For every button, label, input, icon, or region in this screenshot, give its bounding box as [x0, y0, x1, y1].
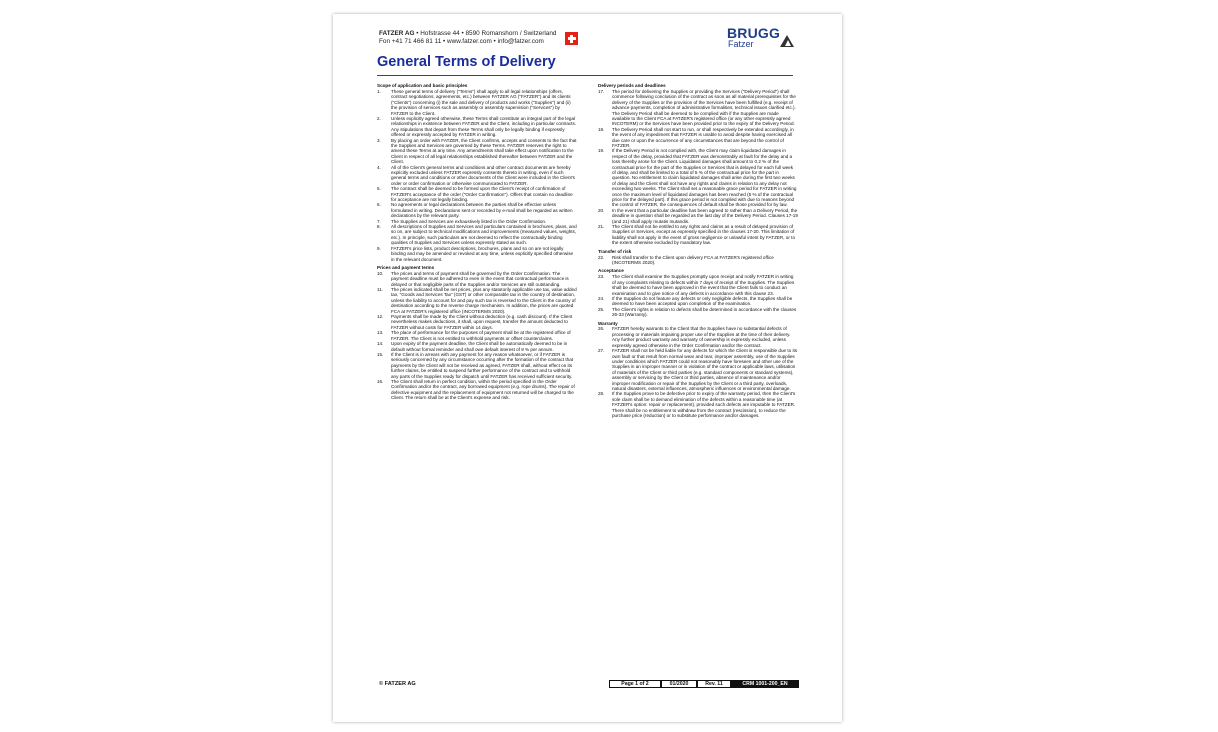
clause-item	[598, 326, 798, 348]
clause-number: 10.	[377, 270, 384, 276]
clause-number: 20.	[598, 207, 605, 213]
clause-number: 7.	[377, 218, 381, 224]
clause-number: 6.	[377, 202, 381, 208]
section-heading: Warranty	[598, 320, 618, 326]
clause-number: 9.	[377, 245, 381, 251]
clause-text: The contract shall be deemed to be formed upon the Client's receipt of confirmation of FATZER's acceptance of the order ("Order Confirmation"). Offers that contain no deadline for acceptance are not legally binding.	[391, 186, 573, 203]
clause-item	[377, 224, 577, 246]
clause-number: 12.	[377, 314, 384, 320]
clause-item	[377, 246, 577, 262]
clause-text: No agreements or legal declarations between the parties shall be effective unless formulated in writing. Declarations sent or recorded by e-mail shall be regarded as written declarations by the relevant party.	[391, 202, 573, 219]
clause-text: The Delivery Period shall not start to run, or shall respectively be extended accordingly, in the event of any impediment that FATZER is unable to avoid despite having exercised all due care or upon the occurrence of any circumstances that are beyond the control of FATZER.	[612, 126, 794, 148]
clause-text: The Client shall examine the Supplies promptly upon receipt and notify FATZER in writing of any complaints relating to defects within 7 days of receipt of the Supplies. The Supplies shall be deemed to have been approved in the event that the Client fails to conduct an examination and to give notice of any defects in accordance with this clause 23.	[612, 274, 795, 296]
clause-number: 28.	[598, 391, 605, 397]
left-column	[377, 80, 577, 401]
clause-number: 13.	[377, 330, 384, 336]
clause-number: 3.	[377, 137, 381, 143]
clause-item	[377, 287, 577, 314]
clause-text: FATZER's price lists, product descriptions, brochures, plans and so on are not legally binding and may be amended or revoked at any time, unless explicitly specified otherwise in the relevant document.	[391, 245, 574, 262]
clause-text: If the Supplies do not feature any defects or only negligible defects, the Supplies shall be deemed to have been accepted upon completion of the examination.	[612, 295, 793, 307]
clause-number: 24.	[598, 295, 605, 301]
clause-text: The prices and terms of payment shall be governed by the Order Confirmation. The payment deadline must be adhered to even in the event that contractual performance is delayed or that negligible parts of the Supplies and/or Services are still outstanding.	[391, 270, 569, 287]
logo-brand-top: BRUGG	[727, 25, 781, 41]
clause-text: All of the Client's general terms and conditions and other contract documents are hereby explicitly excluded unless FATZER expressly consents thereto in writing, even if such general terms and conditions or other documents of the Client were included in the Client's order or order confirmation or otherwise communicated to FATZER.	[391, 164, 575, 186]
clause-text: The Client's rights in relation to defects shall be determined in accordance with the clauses 26-33 (Warranty).	[612, 306, 797, 318]
clause-number: 16.	[377, 378, 384, 384]
clause-text: FATZER hereby warrants to the Client that the Supplies have no substantial defects of processing or materials impairing proper use of the Supplies at the time of their delivery. Any further product warranty and warranty of ownership is expressly excluded, unless expressly agreed otherwise in the Order Confirmation and/or the contract.	[612, 326, 791, 348]
document-page	[333, 14, 842, 722]
clause-text: The Supplies and Services are exhaustively listed in the Order Confirmation.	[391, 218, 547, 224]
clause-item	[598, 255, 798, 266]
clause-item	[377, 341, 577, 352]
clause-number: 18.	[598, 126, 605, 132]
section-heading: Transfer of risk	[598, 248, 632, 254]
clause-text: The prices indicated shall be net prices, plus any statutorily applicable use tax, value added tax, "Goods and Services Tax" (GST) or other comparable tax in the country of destination, unless the liability to account for and pay such tax is reversed to the Client in the country of destination according to the reverse charge mechanism. In addition, the prices are quoted FCA at FATZER's registered office (INCOTERMS 2020).	[391, 287, 577, 314]
section-heading: Scope of application and basic principles	[377, 83, 468, 88]
logo-brand-sub: Fatzer	[728, 39, 754, 49]
clause-item	[377, 89, 577, 116]
clause-item	[598, 208, 798, 224]
clause-number: 5.	[377, 186, 381, 192]
clause-text: These general terms of delivery ("Terms") shall apply to all legal relationships (offers, contract negotiations, agreements, etc.) between FATZER AG ("FATZER") and its clients ("Clients") concerning (i) the sale and delivery of products and works ("Supplies") and (ii) the provision of services such as assembly or assembly supervision ("Services") by FATZER to the Client.	[391, 88, 571, 116]
clause-number: 19.	[598, 148, 605, 154]
clause-text: By placing an order with FATZER, the Client confirms, accepts and consents to the fact that the Supplies and Services are governed by these Terms. FATZER reserves the right to amend these Terms at any time. Any amendments shall take effect upon notification to the Client in respect of all legal relationships established thereafter between FATZER and the Client.	[391, 137, 577, 165]
clause-item	[598, 348, 798, 391]
clause-item	[598, 274, 798, 296]
page-footer	[377, 680, 800, 689]
clause-item	[598, 391, 798, 418]
clause-number: 27.	[598, 348, 605, 354]
footer-revision: Rev. 11	[697, 680, 731, 688]
clause-number: 15.	[377, 351, 384, 357]
clause-text: If the Supplies prove to be defective prior to expiry of the warranty period, then the Client's sole claim shall be to demand elimination of the defects within a reasonable time (at FATZER's option: repair or replacement), provided such defects are imputable to FATZER. There shall be no entitlement to withdraw from the contract (rescission), to reduce the purchase price (reduction) or to substitute performance and/or damages.	[612, 391, 796, 418]
clause-text: Unless explicitly agreed otherwise, these Terms shall constitute an integral part of the legal relationships in existence between FATZER and the Client, including in particular contracts. Any stipulations that depart from these Terms shall only be legally binding if expressly offered or expressly accepted by FATZER in writing.	[391, 115, 577, 138]
footer-date: 01/2020	[661, 680, 697, 688]
clause-text: Risk shall transfer to the Client upon delivery FCA at FATZER's registered office (INCOTERMS 2020).	[612, 254, 774, 265]
clause-item	[377, 138, 577, 165]
clause-item	[377, 314, 577, 330]
clause-item	[377, 202, 577, 218]
clause-number: 23.	[598, 274, 605, 280]
clause-item	[377, 186, 577, 202]
clause-number: 14.	[377, 341, 384, 347]
company-address-line: • Hofstrasse 44 • 8590 Romanshorn / Switzerland	[414, 30, 557, 37]
clause-text: In the event that a particular deadline has been agreed to rather than a Delivery Period, the deadline in question shall be regarded as the last day of the Delivery Period. Clauses 17-19 (and 21) shall apply mutatis mutandis.	[612, 207, 798, 224]
clause-text: Payments shall be made by the Client without deduction (e.g. cash discount). If the Client nevertheless makes deductions, it shall, upon request, transfer the amount deducted to FATZER without costs for FATZER within 14 days.	[391, 314, 573, 330]
clause-item	[377, 271, 577, 287]
clause-number: 22.	[598, 254, 605, 260]
clause-item	[377, 379, 577, 401]
clause-item	[598, 296, 798, 307]
clause-item	[377, 352, 577, 379]
clause-number: 8.	[377, 224, 381, 230]
clause-number: 26.	[598, 326, 605, 332]
footer-copyright: © FATZER AG	[379, 681, 416, 687]
clause-text: If the Delivery Period is not complied with, the Client may claim liquidated damages in respect of the delay, provided that FATZER was demonstrably at fault for the delay and a loss thereby arose for the Client. Liquidated damages shall amount to 0.2 % of the contractual price for the part of the Supplies or Services that is delayed for each full week of delay, and shall be limited to a total of 5 % of the contractual price for the part in question. No entitlement to claim liquidated damages shall arise during the first two weeks of delay and the Client shall not have any rights and claims in relation to any delay not exceeding two weeks. The Client shall set a reasonable grace period for FATZER in writing once the maximum level of liquidated damages has been reached (5 % of the contractual price for the delayed part). If this grace period is not complied with due to reasons beyond the control of FATZER, the consequences of default shall be those provided for by law.	[612, 148, 797, 208]
logo-triangle-icon	[780, 35, 794, 47]
clause-text: FATZER shall not be held liable for any defects for which the Client is responsible due to its own fault or that result from normal wear and tear, improper assembly, use of the Supplies under conditions which FATZER could not reasonably have foreseen and other use of the Supplies in an improper manner or in violation of the contract or applicable laws, utilisation of materials of the Client or third parties (e.g. standard components or standard systems), assembly or servicing by the Client or third parties, absence of maintenance and/or improper modification or repair of the Supplies by the Client or a third party, overloads, natural disasters, external influences, atmospheric influences or environmental damage.	[612, 348, 798, 391]
section-heading: Delivery periods and deadlines	[598, 83, 666, 88]
clause-text: All descriptions of Supplies and Services and particulars contained in brochures, plans, and so on, are subject to technical modifications and improvements (measured values, weights, etc.). In principle, such particulars are not deemed to reflect the contractually binding qualities of Supplies and Services unless expressly stated as such.	[391, 224, 577, 246]
clause-text: The period for delivering the Supplies or providing the Services ("Delivery Period") shall commence following conclusion of the contract as soon as all material prerequisites for the delivery of the Supplies or the provision of the Services have been fulfilled (e.g. receipt of advance payments, completion of administrative formalities, technical issues clarified etc.). The Delivery Period shall be deemed to be complied with if the Supplies are made available to the Client FCA at FATZER's registered office (or any other expressly agreed INCOTERM) or the Services have been provided prior to the expiry of the Delivery Period.	[612, 88, 796, 127]
footer-doc-id: CRM 1001-200_EN	[731, 680, 799, 688]
clause-item	[598, 307, 798, 318]
header-divider	[377, 75, 793, 76]
clause-number: 11.	[377, 287, 384, 293]
clause-item	[598, 127, 798, 149]
clause-number: 1.	[377, 88, 381, 94]
clause-text: The Client shall return in perfect condition, within the period specified in the Order Confirmation and/or the contract, any borrowed equipment (e.g. rope drums). The repair of defective equipment and the replacement of equipment not returned will be charged to the Client. The return shall be at the Client's expense and risk.	[391, 378, 575, 401]
clause-item	[377, 116, 577, 138]
brugg-fatzer-logo	[727, 26, 780, 49]
company-address	[379, 30, 556, 46]
section-heading: Acceptance	[598, 268, 624, 274]
document-title: General Terms of Delivery	[377, 54, 556, 70]
clause-text: Upon expiry of the payment deadline, the Client shall be automatically deemed to be in default without formal reminder and shall owe default interest of 8 % per annum.	[391, 341, 568, 352]
clause-item	[598, 224, 798, 246]
clause-number: 2.	[377, 115, 381, 121]
section-heading: Prices and payment terms	[377, 264, 435, 270]
right-column	[598, 80, 798, 418]
clause-item	[598, 89, 798, 127]
clause-number: 4.	[377, 164, 381, 170]
clause-text: The Client shall not be entitled to any rights and claims as a result of delayed provision of Supplies or Services, except as expressly specified in the clauses 17-20. This limitation of liability shall not apply in the event of gross negligence or unlawful intent by FATZER, or to the extent otherwise excluded by mandatory law.	[612, 224, 795, 246]
swiss-flag-icon	[565, 32, 578, 45]
clause-item	[598, 148, 798, 207]
clause-text: The place of performance for the purposes of payment shall be at the registered office of FATZER. The Client is not entitled to withhold payments or offset counterclaims.	[391, 330, 571, 341]
footer-page-number: Page 1 of 2	[609, 680, 661, 688]
clause-text: If the Client is in arrears with any payment for any reason whatsoever, or if FATZER is seriously concerned by any circumstance occurring after the formation of the contract that payments by the Client will not be received as agreed, FATZER shall, without effect on its further claims, be entitled to suspend further performance of the contract and to withhold any parts of the Supplies ready for dispatch until FATZER has received sufficient security.	[391, 351, 574, 379]
clause-number: 25.	[598, 306, 605, 312]
clause-item	[377, 165, 577, 187]
company-name: FATZER AG	[379, 30, 415, 37]
company-contact: Fon +41 71 466 81 11 • www.fatzer.com • info@fatzer.com	[379, 38, 544, 45]
clause-item	[377, 330, 577, 341]
clause-number: 21.	[598, 224, 605, 230]
clause-number: 17.	[598, 88, 605, 94]
